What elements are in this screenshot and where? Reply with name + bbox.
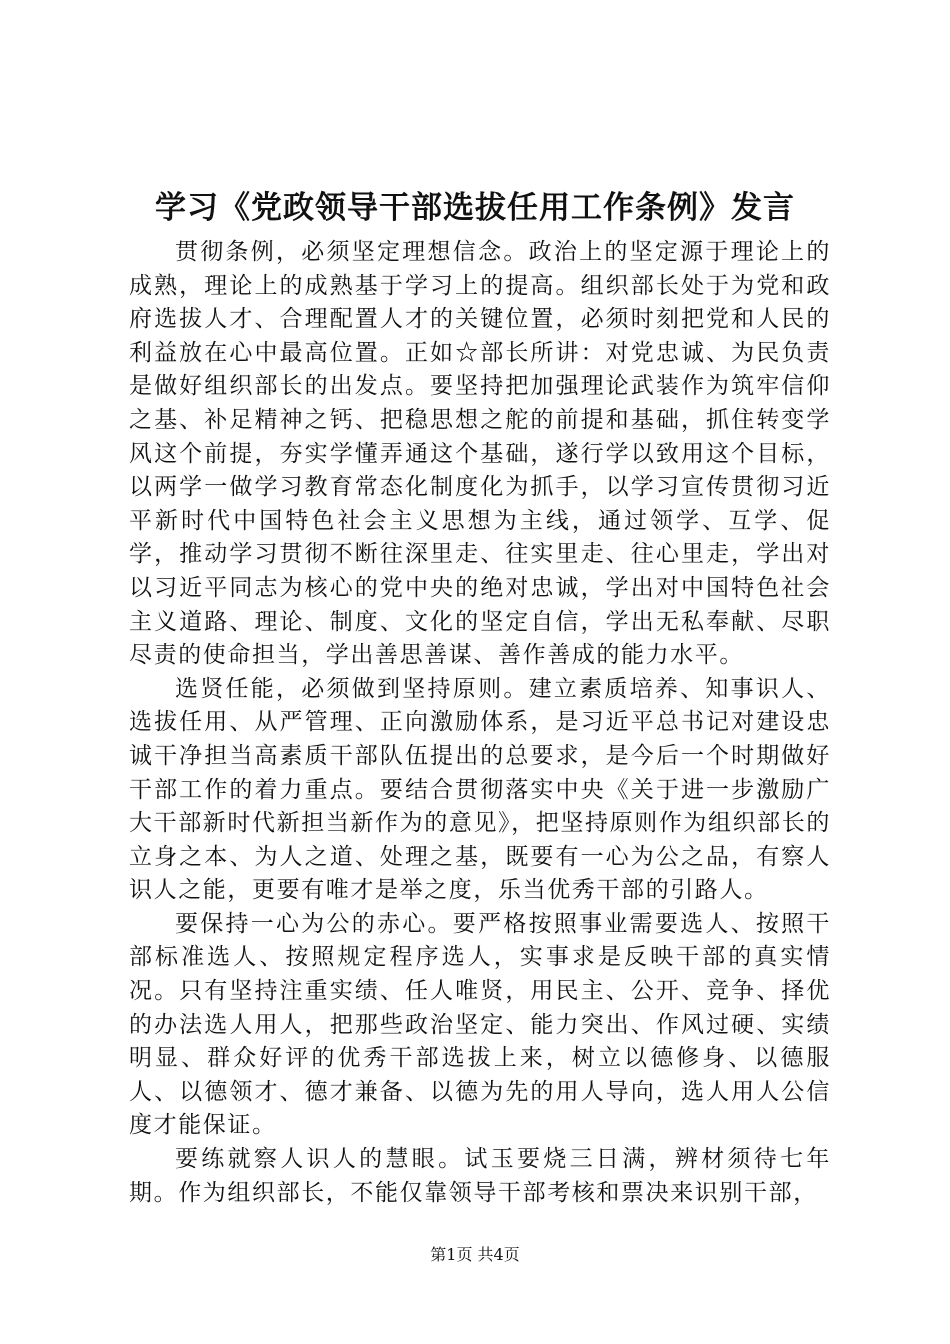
paragraph-1: 贯彻条例，必须坚定理想信念。政治上的坚定源于理论上的成熟，理论上的成熟基于学习上的提高。组织部长处于为党和政府选拔人才、合理配置人才的关键位置，必须时刻把党和人民的利益放在心中最高位置。正如☆部长所讲：对党忠诚、为民负责是做好组织部长的出发点。要坚持把加强理论武装作为筑牢信仰之基、补足精神之钙、把稳思想之舵的前提和基础，抓住转变学风这个前提，夯实学懂弄通这个基础，遂行学以致用这个目标，以两学一做学习教育常态化制度化为抓手，以学习宣传贯彻习近平新时代中国特色社会主义思想为主线，通过领学、互学、促学，推动学习贯彻不断往深里走、往实里走、往心里走，学出对以习近平同志为核心的党中央的绝对忠诚，学出对中国特色社会主义道路、理论、制度、文化的坚定自信，学出无私奉献、尽职尽责的使命担当，学出善思善谋、善作善成的能力水平。 xyxy=(129,239,831,669)
document-body xyxy=(129,236,831,1210)
paragraph-4: 要练就察人识人的慧眼。试玉要烧三日满，辨材须待七年期。作为组织部长，不能仅靠领导干部考核和票决来识别干部， xyxy=(129,1146,831,1206)
page-footer: 第1页 共4页 xyxy=(430,1245,520,1264)
document-title: 学习《党政领导干部选拔任用工作条例》发言 xyxy=(155,190,795,226)
paragraph-3: 要保持一心为公的赤心。要严格按照事业需要选人、按照干部标准选人、按照规定程序选人，实事求是反映干部的真实情况。只有坚持注重实绩、任人唯贤，用民主、公开、竞争、择优的办法选人用人，把那些政治坚定、能力突出、作风过硬、实绩明显、群众好评的优秀干部选拔上来，树立以德修身、以德服人、以德领才、德才兼备、以德为先的用人导向，选人用人公信度才能保证。 xyxy=(129,910,831,1139)
paragraph-2: 选贤任能，必须做到坚持原则。建立素质培养、知事识人、选拔任用、从严管理、正向激励体系，是习近平总书记对建设忠诚干净担当高素质干部队伍提出的总要求，是今后一个时期做好干部工作的着力重点。要结合贯彻落实中央《关于进一步激励广大干部新时代新担当新作为的意见》，把坚持原则作为组织部长的立身之本、为人之道、处理之基，既要有一心为公之品，有察人识人之能，更要有唯才是举之度，乐当优秀干部的引路人。 xyxy=(129,675,831,904)
